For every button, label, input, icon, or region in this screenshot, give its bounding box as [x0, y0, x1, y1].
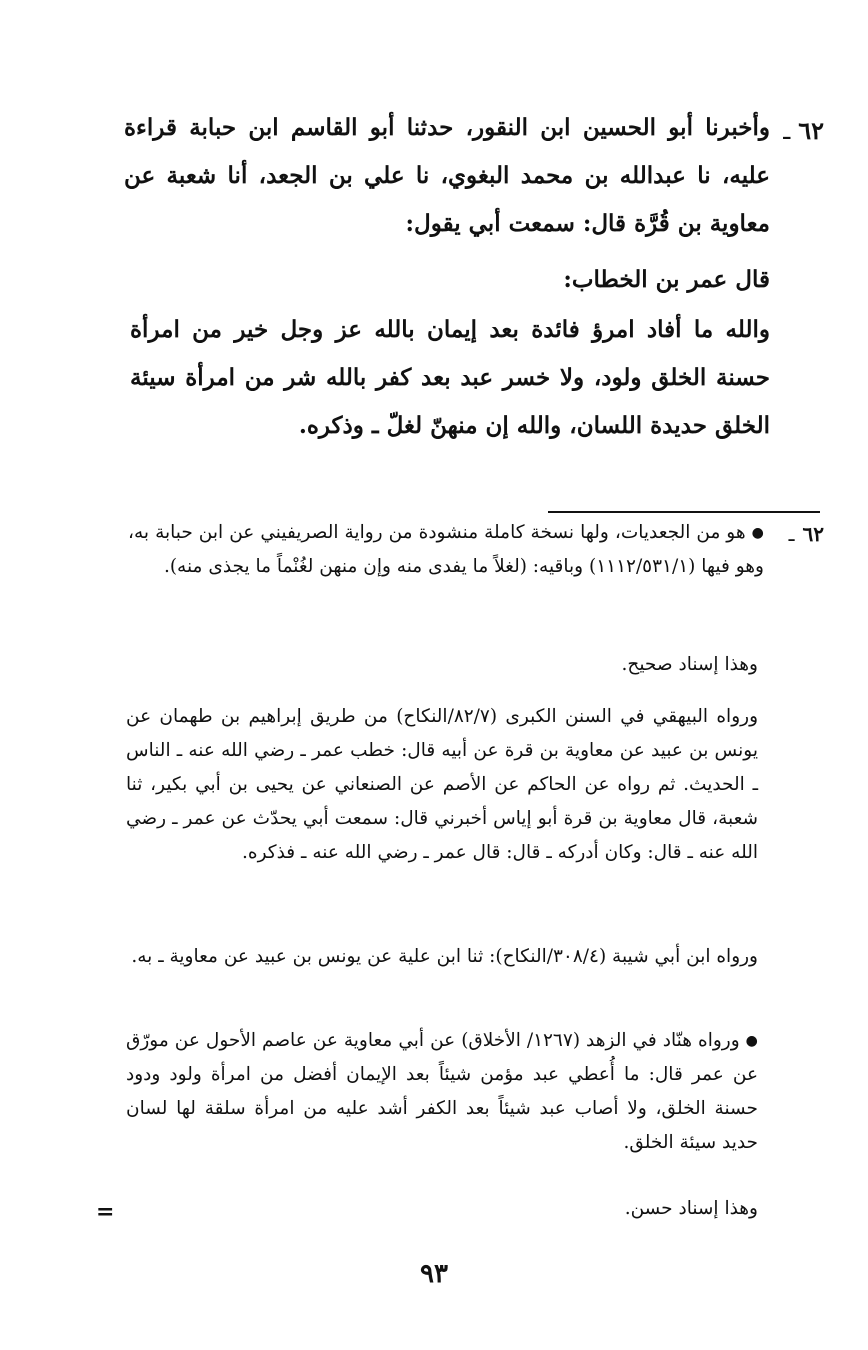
page-number: ٩٣ [420, 1259, 448, 1289]
bullet-icon: ● [745, 1033, 759, 1049]
footnote-number [789, 522, 824, 546]
footnote-text-1: هو من الجعديات، ولها نسخة كاملة منشودة من رواية الصريفيني عن ابن حبابة به، وهو فيها (١١١٢/٥٣١/١) وباقيه: (لغلاً ما يفدى منه وإن منهن لغُنْماً ما يجذى منه). [128, 522, 764, 577]
entry-dash: ـ [783, 117, 791, 145]
footnote-text-5: ورواه هنّاد في الزهد (١٢٦٧/ الأخلاق) عن أبي معاوية عن عاصم الأحول عن مورّق عن عمر قال: ما أُعطي عبد مؤمن شيئاً بعد الإيمان أفضل من امرأة ولود ودود حسنة الخلق، ولا أصاب عبد شيئاً بعد الكفر أشد عليه من امرأة سلقة لها لسان حديد سيئة الخلق. [126, 1030, 758, 1153]
main-isnad-paragraph: وأخبرنا أبو الحسين ابن النقور، حدثنا أبو القاسم ابن حبابة قراءة عليه، نا عبدالله بن محمد البغوي، نا علي بن الجعد، أنا شعبة عن معاوية بن قُرَّة قال: سمعت أبي يقول: [124, 114, 770, 237]
footnote-paragraph-5 [126, 1024, 758, 1160]
footnote-paragraph-3: ورواه البيهقي في السنن الكبرى (٨٢/٧/النكاح) من طريق إبراهيم بن طهمان عن يونس بن عبيد عن معاوية بن قرة عن أبيه قال: خطب عمر ـ رضي الله عنه ـ الناس ـ الحديث. ثم رواه عن الحاكم عن الأصم عن الصنعاني عن يحيى بن أبي بكير، ثنا شعبة، قال معاوية بن قرة أبو إياس أخبرني قال: سمعت أبي يحدّث عن عمر ـ رضي الله عنه ـ قال: وكان أدركه ـ قال: قال عمر ـ رضي الله عنه ـ فذكره. [126, 706, 758, 863]
entry-number [783, 116, 824, 145]
main-attribution-line: قال عمر بن الخطاب: [563, 266, 770, 293]
footnote-paragraph-2: وهذا إسناد صحيح. [621, 654, 758, 675]
footnote-number-value: ٦٢ [802, 522, 824, 546]
footnote-paragraph-1 [128, 516, 764, 584]
footnote-paragraph-6: وهذا إسناد حسن. [624, 1198, 758, 1219]
continuation-mark: = [96, 1199, 115, 1225]
footnote-dash: ـ [788, 522, 795, 546]
footnote-divider [548, 511, 820, 513]
main-quote-paragraph: والله ما أفاد امرؤ فائدة بعد إيمان بالله عز وجل خير من امرأة حسنة الخلق ولود، ولا خسر عبد بعد كفر بالله شر من امرأة سيئة الخلق حديدة اللسان، والله إن منهنّ لغلّ ـ وذكره. [130, 316, 770, 439]
bullet-icon: ● [751, 525, 764, 541]
footnote-paragraph-4: ورواه ابن أبي شيبة (٣٠٨/٤/النكاح): ثنا ابن علية عن يونس بن عبيد عن معاوية ـ به. [131, 946, 758, 967]
entry-number-value: ٦٢ [798, 116, 824, 145]
